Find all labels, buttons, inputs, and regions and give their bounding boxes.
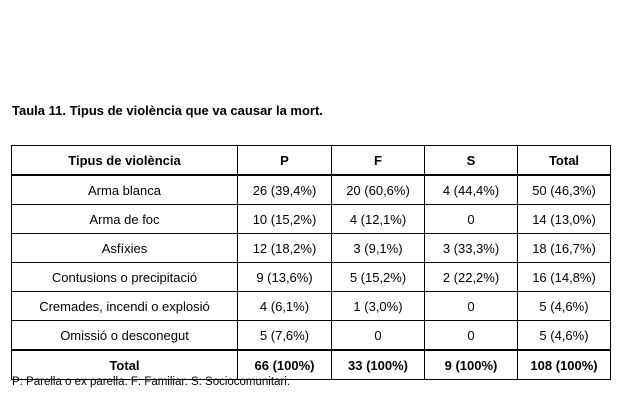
table-row (12, 292, 611, 321)
table-cell: 9 (13,6%) (238, 263, 332, 292)
table-cell: 50 (46,3%) (518, 175, 611, 205)
table-cell: 4 (6,1%) (238, 292, 332, 321)
table-cell: 18 (16,7%) (518, 234, 611, 263)
table-footnote: P: Parella o ex parella. F: Familiar. S: Sociocomunitari. (12, 376, 291, 388)
total-cell: 9 (100%) (425, 350, 518, 380)
table-cell: 1 (3,0%) (332, 292, 425, 321)
row-label-cell: Cremades, incendi o explosió (12, 292, 238, 321)
column-header: Tipus de violència (12, 146, 238, 176)
column-header: S (425, 146, 518, 176)
row-label-cell: Arma de foc (12, 205, 238, 234)
total-cell: 108 (100%) (518, 350, 611, 380)
table-caption: Taula 11. Tipus de violència que va causar la mort. (12, 103, 323, 118)
row-label-cell: Asfíxies (12, 234, 238, 263)
row-label-cell: Contusions o precipitació (12, 263, 238, 292)
row-label-cell: Arma blanca (12, 175, 238, 205)
table-cell: 0 (425, 292, 518, 321)
table-cell: 4 (12,1%) (332, 205, 425, 234)
row-label-cell: Omissió o desconegut (12, 321, 238, 351)
table-row (12, 263, 611, 292)
table-cell: 14 (13,0%) (518, 205, 611, 234)
table-cell: 4 (44,4%) (425, 175, 518, 205)
table-row (12, 234, 611, 263)
table-header-row (12, 146, 611, 176)
total-cell: 66 (100%) (238, 350, 332, 380)
table-row (12, 175, 611, 205)
table-cell: 5 (15,2%) (332, 263, 425, 292)
table-cell: 3 (9,1%) (332, 234, 425, 263)
violence-types-table (11, 145, 611, 380)
table-cell: 3 (33,3%) (425, 234, 518, 263)
table-cell: 5 (4,6%) (518, 321, 611, 351)
table-cell: 16 (14,8%) (518, 263, 611, 292)
column-header: P (238, 146, 332, 176)
total-cell: 33 (100%) (332, 350, 425, 380)
column-header: F (332, 146, 425, 176)
table-cell: 5 (4,6%) (518, 292, 611, 321)
table-cell: 0 (332, 321, 425, 351)
table-cell: 10 (15,2%) (238, 205, 332, 234)
table-cell: 0 (425, 205, 518, 234)
table-cell: 0 (425, 321, 518, 351)
table-row (12, 321, 611, 351)
table-cell: 20 (60,6%) (332, 175, 425, 205)
table-cell: 12 (18,2%) (238, 234, 332, 263)
table-cell: 26 (39,4%) (238, 175, 332, 205)
column-header: Total (518, 146, 611, 176)
table-cell: 2 (22,2%) (425, 263, 518, 292)
table-row (12, 205, 611, 234)
table-cell: 5 (7,6%) (238, 321, 332, 351)
total-label-cell: Total (12, 350, 238, 380)
